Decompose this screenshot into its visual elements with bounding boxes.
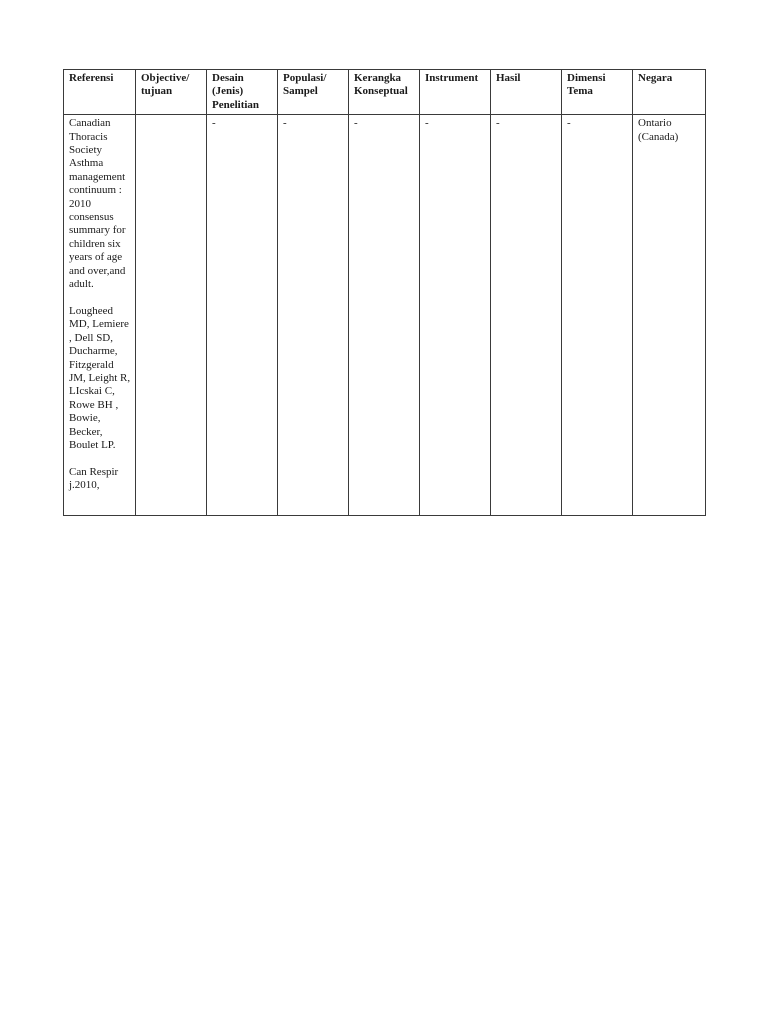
header-referensi: Referensi: [64, 70, 136, 115]
reference-source: Can Respir j.2010,: [69, 465, 119, 492]
cell-objective: [136, 115, 207, 516]
header-objective: Objective/ tujuan: [136, 70, 207, 115]
cell-negara: Ontario (Canada): [633, 115, 706, 516]
cell-kerangka: -: [349, 115, 420, 516]
cell-dimensi: -: [562, 115, 633, 516]
header-instrument: Instrument: [420, 70, 491, 115]
cell-populasi: -: [278, 115, 349, 516]
header-populasi: Populasi/ Sampel: [278, 70, 349, 115]
header-desain: Desain (Jenis) Penelitian: [207, 70, 278, 115]
header-kerangka: Kerangka Konseptual: [349, 70, 420, 115]
cell-instrument: -: [420, 115, 491, 516]
header-dimensi: Dimensi Tema: [562, 70, 633, 115]
cell-referensi: [64, 115, 136, 516]
reference-title: Canadian Thoracis Society Asthma management continuum : 2010 consensus summary for children six years of age and over,and adult.: [69, 117, 126, 291]
reference-authors: Lougheed MD, Lemiere , Dell SD, Ducharme, Fitzgerald JM, Leight R, LIcskai C, Rowe BH , Bowie, Becker, Boulet LP.: [69, 304, 131, 451]
cell-desain: -: [207, 115, 278, 516]
header-negara: Negara: [633, 70, 706, 115]
header-hasil: Hasil: [491, 70, 562, 115]
table-header-row: [64, 70, 706, 115]
table-row: [64, 115, 706, 516]
literature-review-table: [63, 69, 706, 516]
cell-hasil: -: [491, 115, 562, 516]
